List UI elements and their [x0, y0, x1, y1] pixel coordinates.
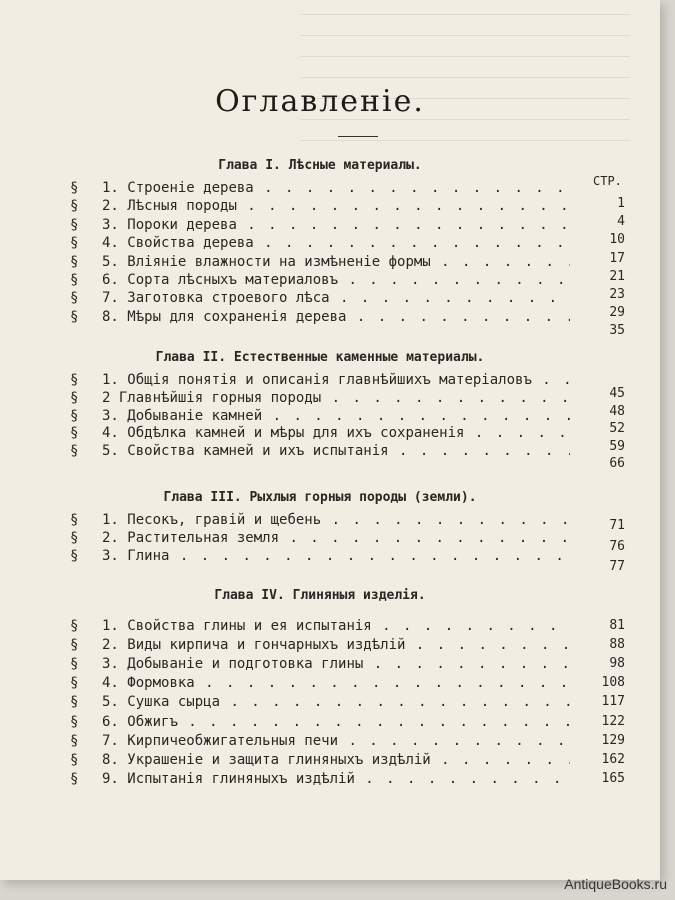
toc-entry-title: Строеніе дерева [127, 180, 254, 196]
section-mark: § [70, 198, 79, 215]
page-number: 122 [601, 713, 625, 729]
title-rule [338, 136, 378, 137]
page-number: 10 [609, 232, 625, 248]
page-number: 59 [609, 438, 625, 454]
toc-entry-number: 2. [102, 637, 119, 654]
toc-entry-text [102, 694, 570, 710]
page-number: 45 [609, 386, 625, 401]
page-number: 77 [609, 559, 625, 574]
toc-entry-text [102, 425, 570, 441]
toc-entry-title: Главнѣйшія горныя породы [118, 389, 322, 406]
toc-entry-number: 5. [102, 694, 119, 711]
page-number: 35 [609, 323, 625, 339]
toc-entry-number: 3. [102, 656, 119, 673]
toc-entry [70, 254, 630, 272]
toc-entry [70, 618, 630, 636]
toc-entry [70, 548, 630, 566]
toc-entry-title: Глина [127, 548, 170, 564]
section-mark: § [70, 272, 79, 288]
section-mark: § [70, 637, 79, 654]
toc-entry-title: Свойства глины и ея испытанія [127, 618, 372, 634]
toc-entry-text [102, 548, 570, 564]
toc-entry-title: Сушка сырца [127, 694, 221, 711]
toc-entry-text [102, 390, 570, 406]
toc-entry-text [102, 752, 570, 768]
toc-entry-title: Украшеніе и защита глиняныхъ издѣлій [127, 751, 431, 768]
toc-entry [70, 675, 630, 693]
page-number: 165 [601, 770, 625, 786]
toc-entry-number: 8. [102, 751, 119, 768]
toc-entry [70, 390, 630, 408]
section-mark: § [70, 713, 79, 730]
section-mark: § [70, 443, 79, 460]
section-mark: § [70, 512, 79, 528]
watermark: AntiqueBooks.ru [564, 876, 667, 892]
section-mark: § [70, 216, 79, 233]
toc-entry-title: Мѣры для сохраненія дерева [127, 308, 347, 325]
toc-entry-title: Обжигъ [127, 713, 178, 730]
section-mark: § [70, 770, 79, 787]
toc-entry-title: Вліяніе влажности на измѣненіе формы [127, 253, 431, 270]
page-number: 108 [601, 675, 625, 691]
toc-entry [70, 425, 630, 443]
section-mark: § [70, 656, 79, 673]
toc-entry-text [102, 714, 570, 730]
toc-entry-text [102, 290, 570, 306]
toc-entry-number: 1. [102, 372, 119, 388]
toc-entry-number: 3. [102, 548, 119, 564]
page-number: 48 [609, 403, 625, 419]
chapter-heading: Глава II. Естественные каменные материалы. [155, 350, 485, 365]
toc-entry [70, 637, 630, 655]
page-number: 98 [609, 656, 625, 672]
toc-entry [70, 512, 630, 530]
section-mark: § [70, 235, 79, 252]
section-mark: § [70, 290, 79, 307]
toc-entry-text [102, 771, 570, 787]
toc-entry [70, 272, 630, 290]
toc-entry-text [102, 180, 570, 196]
toc-entry-title: Заготовка строевого лѣса [127, 290, 330, 307]
toc-entry-title: Свойства дерева [127, 235, 254, 252]
section-mark: § [70, 425, 79, 442]
toc-entry-title: Песокъ, гравій и щебень [127, 512, 322, 528]
section-mark: § [70, 751, 79, 768]
toc-entry-title: Кирпичеобжигательныя печи [127, 732, 339, 749]
section-mark: § [70, 308, 79, 325]
toc-entry [70, 235, 630, 253]
toc-entry [70, 752, 630, 770]
toc-entry-text [102, 408, 570, 424]
chapter-heading: Глава IV. Глиняныя изделія. [214, 588, 426, 603]
toc-entry [70, 733, 630, 751]
toc-entry-title: Формовка [127, 675, 195, 692]
page-number: 81 [609, 618, 625, 633]
page-number: 71 [609, 518, 625, 533]
section-mark: § [70, 618, 79, 634]
toc-entry-number: 1. [102, 618, 119, 634]
toc-entry [70, 290, 630, 308]
toc-entry-number: 4. [102, 425, 119, 442]
page-number: 23 [609, 287, 625, 302]
toc-entry-number: 1. [102, 512, 119, 528]
toc-entry [70, 714, 630, 732]
toc-entry-text [102, 198, 570, 214]
toc-entry-text [102, 254, 570, 270]
toc-entry-title: Растительная земля [127, 530, 280, 546]
page-number: 1 [617, 196, 625, 211]
section-mark: § [70, 548, 79, 564]
toc-entry-number: 3. [102, 216, 119, 233]
toc-entry-text [102, 733, 570, 749]
page-column-label: СТР. [593, 174, 622, 188]
section-mark: § [70, 407, 79, 424]
toc-entry-number: 7. [102, 290, 119, 307]
section-mark: § [70, 732, 79, 749]
page-number: 66 [609, 456, 625, 471]
toc-entry-title: Общія понятія и описанія главнѣйшихъ матеріаловъ [127, 372, 532, 388]
toc-entry-number: 9. [102, 770, 119, 787]
page-number: 29 [609, 305, 625, 321]
section-mark: § [70, 180, 79, 196]
page-number: 21 [609, 268, 625, 284]
toc-entry [70, 217, 630, 235]
toc-entry-title: Пороки дерева [127, 216, 237, 233]
page-number: 129 [601, 732, 625, 748]
toc-entry-title: Виды кирпича и гончарныхъ издѣлій [127, 637, 406, 654]
toc-entry [70, 408, 630, 426]
page-number: 117 [601, 694, 625, 710]
toc-entry-number: 5. [102, 253, 119, 270]
chapter-heading: Глава I. Лѣсные материалы. [218, 158, 422, 173]
toc-entry-number: 1. [102, 180, 119, 196]
toc-entry [70, 771, 630, 789]
toc-entry-title: Обдѣлка камней и мѣры для ихъ сохраненія [127, 425, 465, 442]
toc-entry-title: Добываніе камней [127, 407, 263, 424]
toc-entry [70, 198, 630, 216]
toc-entry-text [102, 272, 570, 288]
toc-entry-number: 2. [102, 198, 119, 215]
bleed-through-text [300, 0, 630, 150]
toc-entry-title: Испытанія глиняныхъ издѣлій [127, 770, 355, 787]
toc-entry-text [102, 637, 570, 653]
section-mark: § [70, 389, 79, 406]
toc-entry-number: 7. [102, 732, 119, 749]
toc-entry-number: 4. [102, 675, 119, 692]
toc-entry-number: 2 [102, 389, 111, 406]
chapter-heading: Глава III. Рыхлыя горныя породы (земли). [163, 490, 477, 505]
toc-entry-title: Добываніе и подготовка глины [127, 656, 364, 673]
toc-entry [70, 372, 630, 390]
toc-entry-text [102, 235, 570, 251]
toc-entry-title: Свойства камней и ихъ испытанія [127, 443, 389, 460]
toc-entry [70, 694, 630, 712]
toc-entry-number: 5. [102, 443, 119, 460]
toc-entry-text [102, 618, 570, 634]
toc-entry-title: Лѣсныя породы [127, 198, 237, 215]
toc-entry [70, 530, 630, 548]
toc-entry [70, 656, 630, 674]
toc-entry-number: 4. [102, 235, 119, 252]
section-mark: § [70, 530, 79, 546]
toc-entry-number: 2. [102, 530, 119, 546]
toc-entry-number: 8. [102, 308, 119, 325]
toc-entry-text [102, 309, 570, 325]
section-mark: § [70, 372, 79, 388]
toc-entry-number: 3. [102, 407, 119, 424]
toc-entry-text [102, 675, 570, 691]
toc-entry-number: 6. [102, 713, 119, 730]
toc-entry [70, 309, 630, 327]
page-number: 76 [609, 538, 625, 554]
toc-entry-number: 6. [102, 272, 119, 288]
toc-entry-text [102, 217, 570, 233]
section-mark: § [70, 694, 79, 711]
page-number: 17 [609, 250, 625, 266]
toc-entry-text [102, 443, 570, 459]
toc-entry-text [102, 530, 570, 546]
toc-entry-title: Сорта лѣсныхъ материаловъ [127, 272, 339, 288]
toc-entry-text [102, 372, 570, 388]
page-number: 4 [617, 214, 625, 230]
toc-entry-text [102, 656, 570, 672]
page-title: Оглавленіе. [215, 84, 425, 119]
section-mark: § [70, 253, 79, 270]
toc-entry-text [102, 512, 570, 528]
page-number: 52 [609, 421, 625, 436]
toc-entry [70, 443, 630, 461]
page-number: 162 [601, 751, 625, 767]
page-number: 88 [609, 637, 625, 653]
toc-entry [70, 180, 630, 198]
section-mark: § [70, 675, 79, 692]
